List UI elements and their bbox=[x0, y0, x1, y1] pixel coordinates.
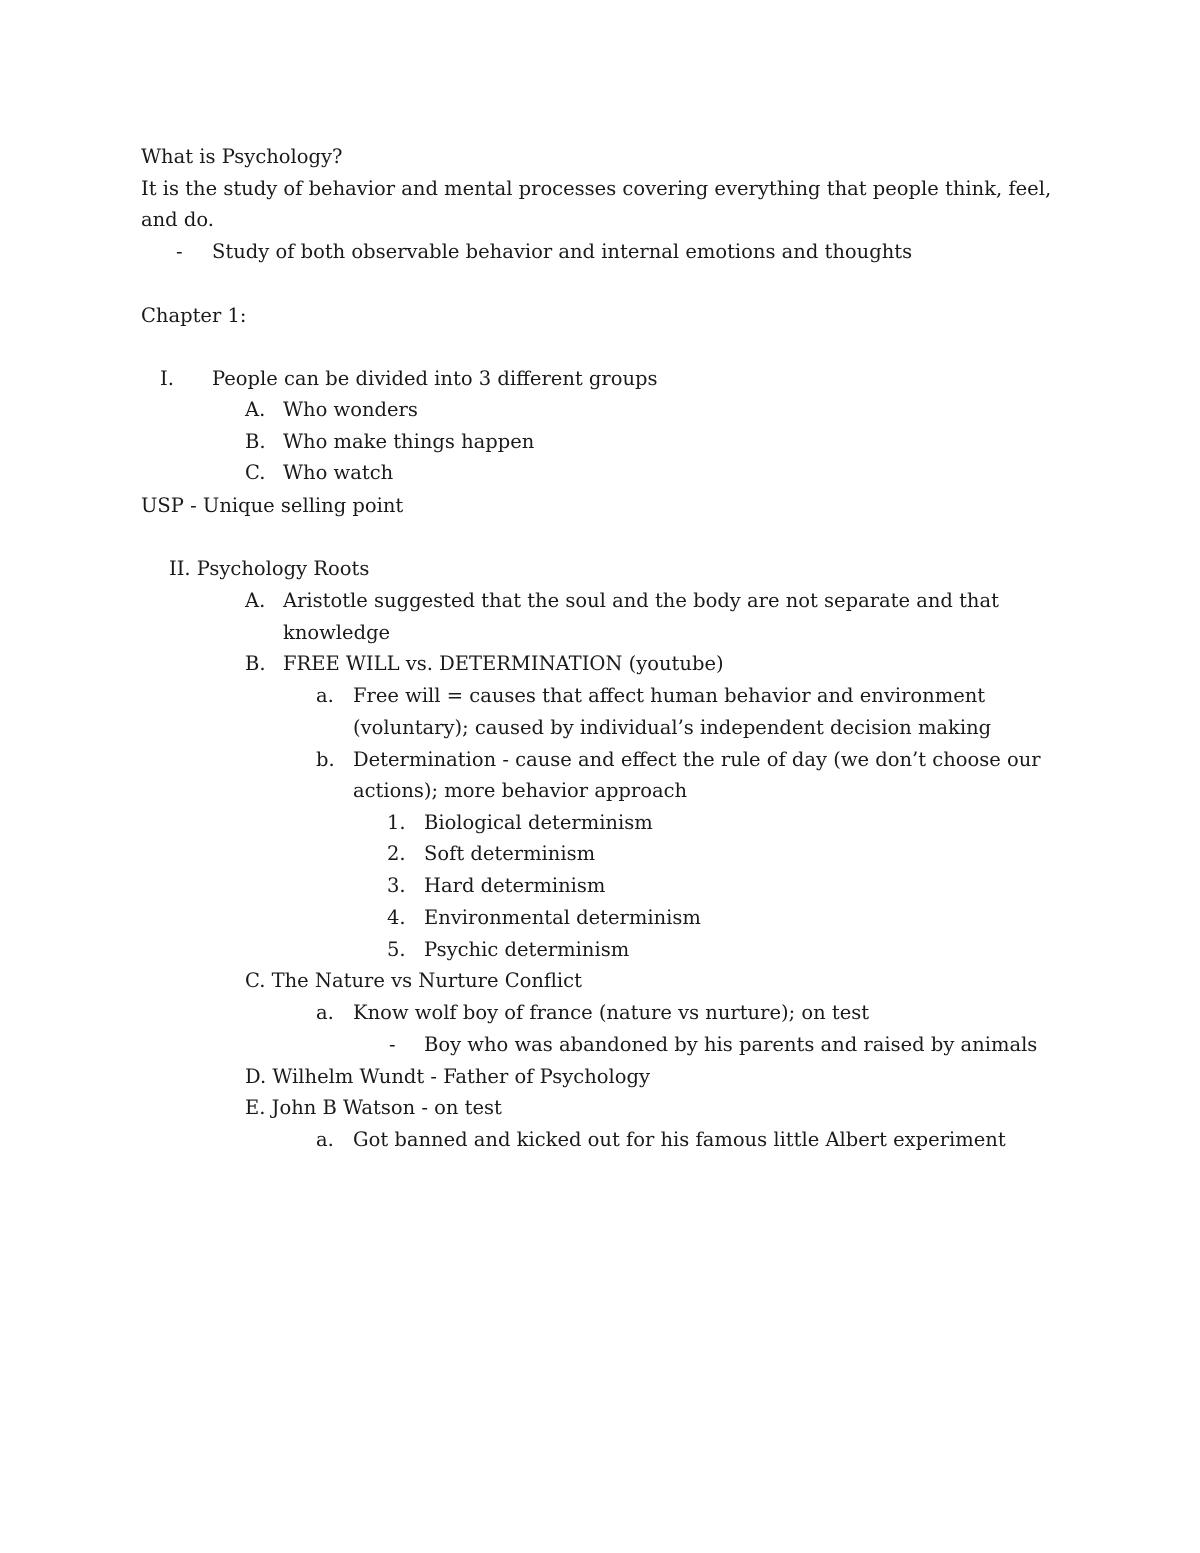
numbered-item-text: Biological determinism bbox=[424, 811, 653, 834]
item-a-text-line-2: knowledge bbox=[283, 621, 391, 644]
item-c-dash-marker: - bbox=[389, 1033, 396, 1056]
item-e-heading: E. John B Watson - on test bbox=[245, 1096, 502, 1119]
item-e-sub-a-text: Got banned and kicked out for his famous little Albert experiment bbox=[353, 1128, 1006, 1151]
intro-heading: What is Psychology? bbox=[141, 145, 343, 168]
section1-item-text: Who wonders bbox=[283, 398, 418, 421]
section1-marker: I. bbox=[160, 367, 174, 390]
bullet-text: Study of both observable behavior and internal emotions and thoughts bbox=[212, 240, 913, 263]
item-c-sub-a-text: Know wolf boy of france (nature vs nurture); on test bbox=[353, 1001, 870, 1024]
numbered-item-marker: 4. bbox=[387, 906, 406, 929]
definition-line-1: It is the study of behavior and mental processes covering everything that people think, feel, bbox=[141, 177, 1052, 200]
numbered-item-marker: 3. bbox=[387, 874, 406, 897]
section1-item-marker: B. bbox=[245, 430, 266, 453]
item-b-sub-a-line-2: (voluntary); caused by individual’s independent decision making bbox=[353, 716, 992, 739]
item-c-dash-text: Boy who was abandoned by his parents and raised by animals bbox=[424, 1033, 1038, 1056]
item-c-heading: C. The Nature vs Nurture Conflict bbox=[245, 969, 582, 992]
section1-item-marker: A. bbox=[245, 398, 266, 421]
section2-heading: II. Psychology Roots bbox=[169, 557, 370, 580]
section1-item-text: Who make things happen bbox=[283, 430, 535, 453]
numbered-item-marker: 2. bbox=[387, 842, 406, 865]
item-b-sub-b-line-2: actions); more behavior approach bbox=[353, 779, 688, 802]
item-b-sub-b-marker: b. bbox=[316, 748, 335, 771]
numbered-item-marker: 5. bbox=[387, 938, 406, 961]
item-e-sub-a-marker: a. bbox=[316, 1128, 334, 1151]
section1-text: People can be divided into 3 different groups bbox=[212, 367, 658, 390]
numbered-item-marker: 1. bbox=[387, 811, 406, 834]
item-b-sub-a-line-1: Free will = causes that affect human behavior and environment bbox=[353, 684, 986, 707]
item-b-text: FREE WILL vs. DETERMINATION (youtube) bbox=[283, 652, 724, 675]
numbered-item-text: Environmental determinism bbox=[424, 906, 701, 929]
chapter-title: Chapter 1: bbox=[141, 304, 247, 327]
item-d-text: D. Wilhelm Wundt - Father of Psychology bbox=[245, 1065, 650, 1088]
numbered-item-text: Psychic determinism bbox=[424, 938, 630, 961]
item-c-sub-a-marker: a. bbox=[316, 1001, 334, 1024]
numbered-item-text: Soft determinism bbox=[424, 842, 596, 865]
bullet-marker: - bbox=[176, 240, 183, 263]
definition-line-2: and do. bbox=[141, 208, 214, 231]
item-a-text-line-1: Aristotle suggested that the soul and the body are not separate and that bbox=[283, 589, 999, 612]
item-b-marker: B. bbox=[245, 652, 266, 675]
numbered-item-text: Hard determinism bbox=[424, 874, 606, 897]
usp-line: USP - Unique selling point bbox=[141, 494, 404, 517]
section1-item-marker: C. bbox=[245, 461, 266, 484]
item-b-sub-b-line-1: Determination - cause and effect the rule of day (we don’t choose our bbox=[353, 748, 1041, 771]
item-b-sub-a-marker: a. bbox=[316, 684, 334, 707]
item-a-marker: A. bbox=[245, 589, 266, 612]
section1-item-text: Who watch bbox=[283, 461, 394, 484]
